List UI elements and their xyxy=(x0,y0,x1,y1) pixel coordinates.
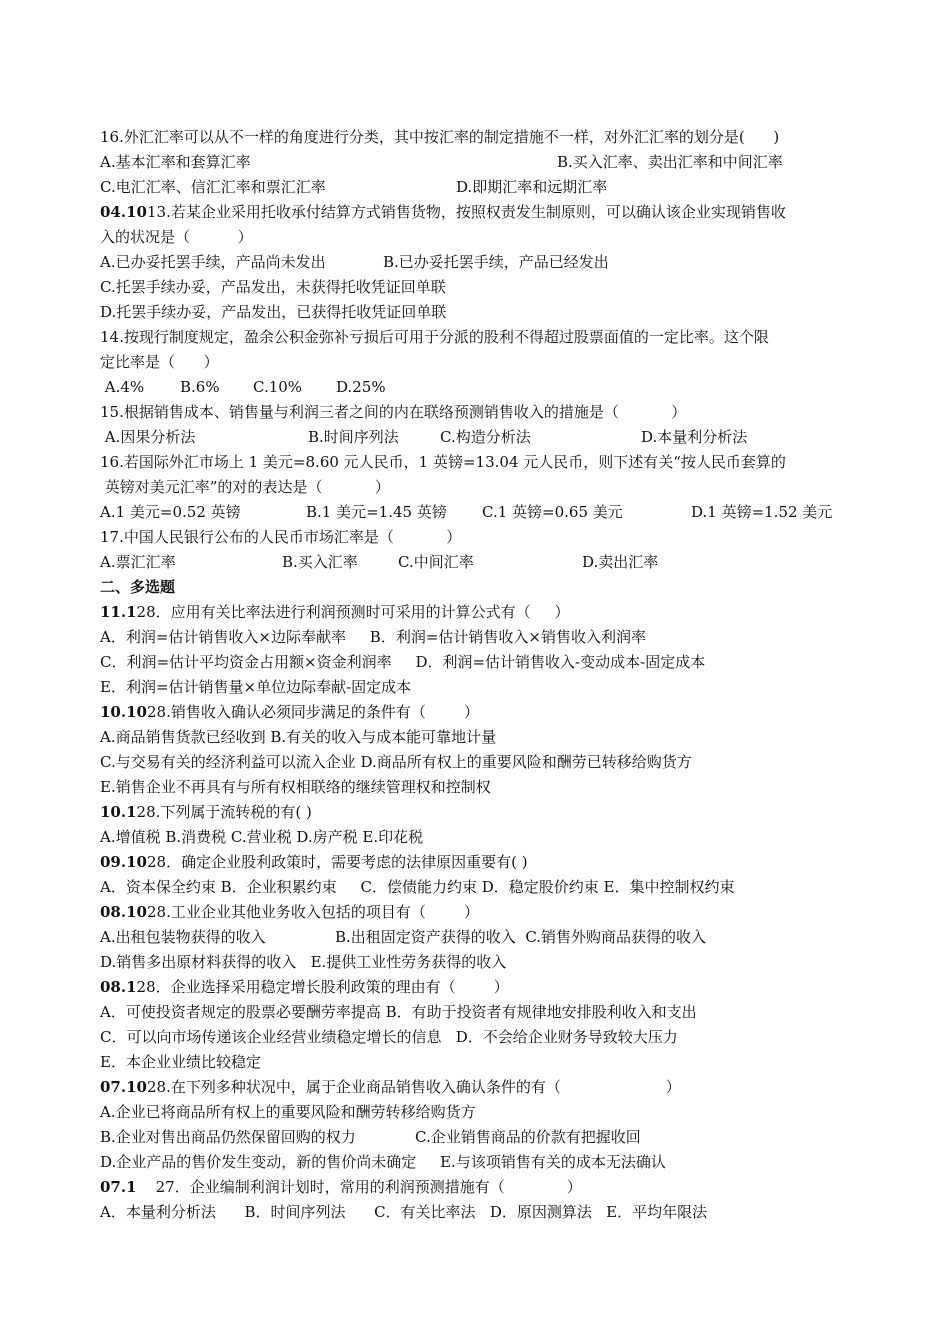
options-line: A.出租包装物获得的收入 B.出租固定资产获得的收入 C.销售外购商品获得的收入 xyxy=(100,928,707,946)
option-line: C．可以向市场传递该企业经营业绩稳定增长的信息 D．不会给企业财务导致较大压力 xyxy=(100,1028,678,1046)
option-line: E．本企业业绩比较稳定 xyxy=(100,1053,261,1071)
option-line: A.增值税 B.消费税 C.营业税 D.房产税 E.印花税 xyxy=(100,828,424,846)
question-multi-28: 08.1028.工业企业其他业务收入包括的项目有（ ） xyxy=(100,903,479,921)
options-line: B.企业对售出商品仍然保留回购的权力 C.企业销售商品的价款有把握收回 xyxy=(100,1128,641,1146)
option-line: D.销售多出原材料获得的收入 E.提供工业性劳务获得的收入 xyxy=(100,953,507,971)
option-line: A.商品销售货款已经收到 B.有关的收入与成本能可靠地计量 xyxy=(100,728,497,746)
question-15: 15.根据销售成本、销售量与利润三者之间的内在联络预测销售收入的措施是（ ） xyxy=(100,403,687,421)
option-line: C.与交易有关的经济利益可以流入企业 D.商品所有权上的重要风险和酬劳已转移给购货方 xyxy=(100,753,692,771)
question-17: 17.中国人民银行公布的人民币市场汇率是（ ） xyxy=(100,528,462,546)
options-line: A.4% B.6% C.10% D.25% xyxy=(100,378,386,396)
question-continuation: 入的状况是（ ） xyxy=(100,228,253,246)
question-14: 14.按现行制度规定，盈余公积金弥补亏损后可用于分派的股利不得超过股票面值的一定比率。这个限 xyxy=(100,328,769,346)
option-line: E.销售企业不再具有与所有权相联络的继续管理权和控制权 xyxy=(100,778,491,796)
options-line: C.电汇汇率、信汇汇率和票汇汇率 D.即期汇率和远期汇率 xyxy=(100,178,608,196)
question-multi-28: 11.128．应用有关比率法进行利润预测时可采用的计算公式有（ ） xyxy=(100,603,570,621)
question-multi-28: 09.1028．确定企业股利政策时，需要考虑的法律原因重要有( ) xyxy=(100,853,528,871)
options-line: A.已办妥托罢手续，产品尚未发出 B.已办妥托罢手续，产品已经发出 xyxy=(100,253,609,271)
question-multi-28: 10.1028.销售收入确认必须同步满足的条件有（ ） xyxy=(100,703,479,721)
question-continuation: 定比率是（ ） xyxy=(100,353,219,371)
options-line: A.基本汇率和套算汇率 B.买入汇率、卖出汇率和中间汇率 xyxy=(100,153,783,171)
options-line: A.1 美元=0.52 英镑 B.1 美元=1.45 英镑 C.1 英镑=0.65 美元 D.1 英镑=1.52 美元 xyxy=(100,503,833,521)
options-line: A.因果分析法 B.时间序列法 C.构造分析法 D.本量利分析法 xyxy=(100,428,748,446)
option-line: D.企业产品的售价发生变动，新的售价尚未确定 E.与该项销售有关的成本无法确认 xyxy=(100,1153,666,1171)
option-line: A.企业已将商品所有权上的重要风险和酬劳转移给购货方 xyxy=(100,1103,476,1121)
option-line: C．利润=估计平均资金占用额×资金利润率 D．利润=估计销售收入-变动成本-固定成本 xyxy=(100,653,706,671)
question-multi-27: 07.1 27．企业编制利润计划时，常用的利润预测措施有（ ） xyxy=(100,1178,582,1196)
options-line: A.票汇汇率 B.买入汇率 C.中间汇率 D.卖出汇率 xyxy=(100,553,659,571)
question-multi-28: 10.128.下列属于流转税的有( ) xyxy=(100,803,312,821)
question-multi-28: 08.128．企业选择采用稳定增长股利政策的理由有（ ） xyxy=(100,978,509,996)
question-16: 16.若国际外汇市场上 1 美元=8.60 元人民币，1 英镑=13.04 元人民币，则下述有关“按人民币套算的 xyxy=(100,453,786,471)
question-continuation: 英镑对美元汇率”的对的表达是（ ） xyxy=(100,478,390,496)
option-line: A．可使投资者规定的股票必要酬劳率提高 B．有助于投资者有规律地安排股利收入和支出 xyxy=(100,1003,697,1021)
option-line: C.托罢手续办妥，产品发出，未获得托收凭证回单联 xyxy=(100,278,446,296)
option-line: A．本量利分析法 B．时间序列法 C．有关比率法 D．原因测算法 E．平均年限法 xyxy=(100,1203,708,1221)
question-16-fx: 16.外汇汇率可以从不一样的角度进行分类，其中按汇率的制定措施不一样，对外汇汇率的划分是( ) xyxy=(100,128,780,146)
option-line: A．利润=估计销售收入×边际奉献率 B．利润=估计销售收入×销售收入利润率 xyxy=(100,628,646,646)
question-multi-28: 07.1028.在下列多种状况中，属于企业商品销售收入确认条件的有（ ） xyxy=(100,1078,681,1096)
section-heading: 二、多选题 xyxy=(100,578,176,596)
question-13: 04.1013.若某企业采用托收承付结算方式销售货物，按照权责发生制原则，可以确认该企业实现销售收 xyxy=(100,203,786,221)
option-line: A．资本保全约束 B．企业积累约束 C．偿债能力约束 D．稳定股价约束 E．集中控制权约束 xyxy=(100,878,735,896)
option-line: D.托罢手续办妥，产品发出，已获得托收凭证回单联 xyxy=(100,303,447,321)
option-line: E．利润=估计销售量×单位边际奉献-固定成本 xyxy=(100,678,412,696)
